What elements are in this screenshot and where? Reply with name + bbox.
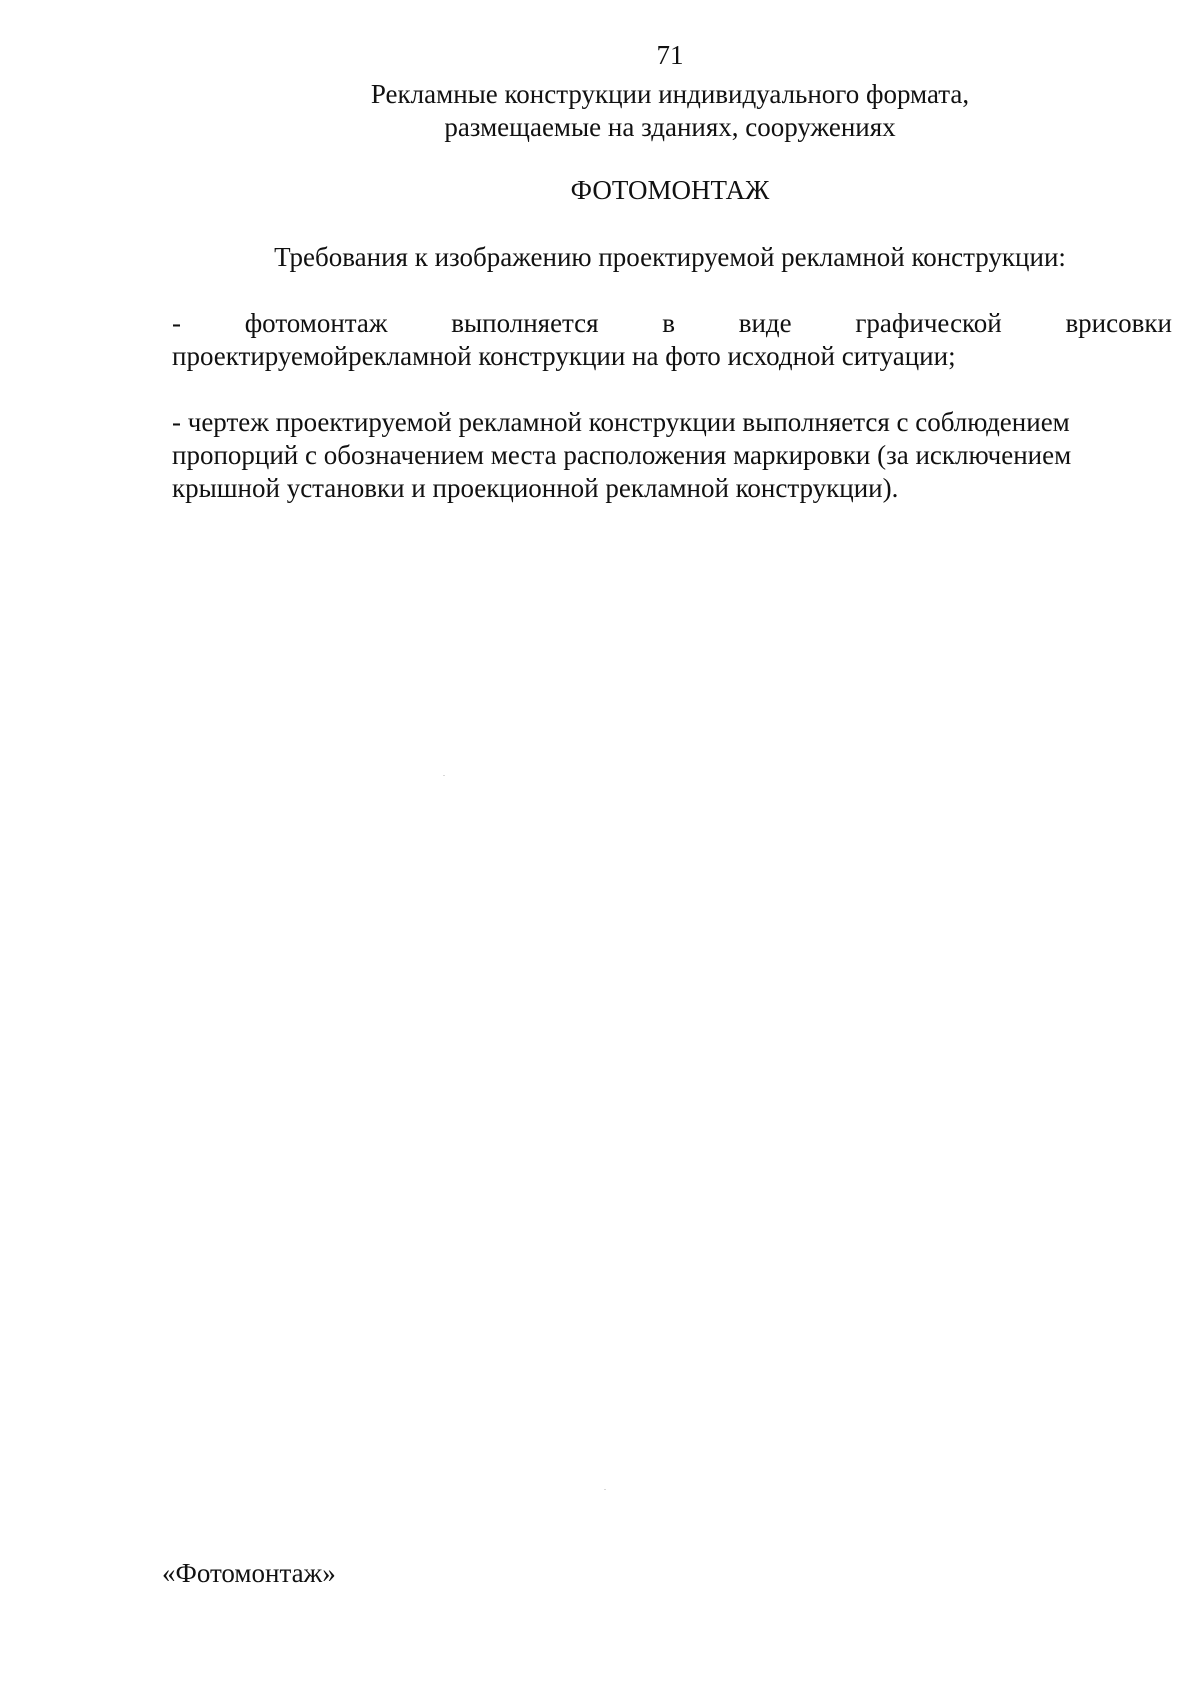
item-1-word-2: выполняется	[451, 308, 599, 338]
title-line-1: Рекламные конструкции индивидуального формата,	[370, 79, 970, 109]
item-1-word-3: в	[662, 308, 676, 338]
page-number: 71	[656, 40, 684, 70]
item-1-dash: -	[172, 308, 181, 338]
requirement-item-1-line-2: проектируемойрекламной конструкции на фото исходной ситуации;	[172, 341, 956, 371]
requirements-heading: Требования к изображению проектируемой рекламной конструкции:	[274, 242, 1066, 272]
requirement-item-2-line-1: - чертеж проектируемой рекламной конструкции выполняется с соблюдением	[172, 407, 1070, 437]
document-title	[0, 78, 1200, 144]
requirement-item-2	[172, 406, 1172, 505]
item-1-word-4: виде	[738, 308, 792, 338]
item-1-word-6: врисовки	[1065, 308, 1172, 338]
scan-speck	[443, 775, 445, 776]
requirement-item-2-line-3: крышной установки и проекционной рекламной конструкции).	[172, 473, 899, 503]
item-1-word-1: фотомонтаж	[244, 308, 388, 338]
item-1-word-5: графической	[855, 308, 1002, 338]
requirement-item-1	[172, 307, 1172, 373]
requirement-item-1-line-1	[172, 307, 1172, 340]
title-line-2: размещаемые на зданиях, сооружениях	[444, 112, 896, 142]
requirement-item-2-line-2: пропорций с обозначением места расположения маркировки (за исключением	[172, 440, 1072, 470]
scan-speck	[604, 1489, 606, 1490]
section-heading: ФОТОМОНТАЖ	[570, 175, 770, 205]
photomontage-caption: «Фотомонтаж»	[162, 1558, 336, 1588]
